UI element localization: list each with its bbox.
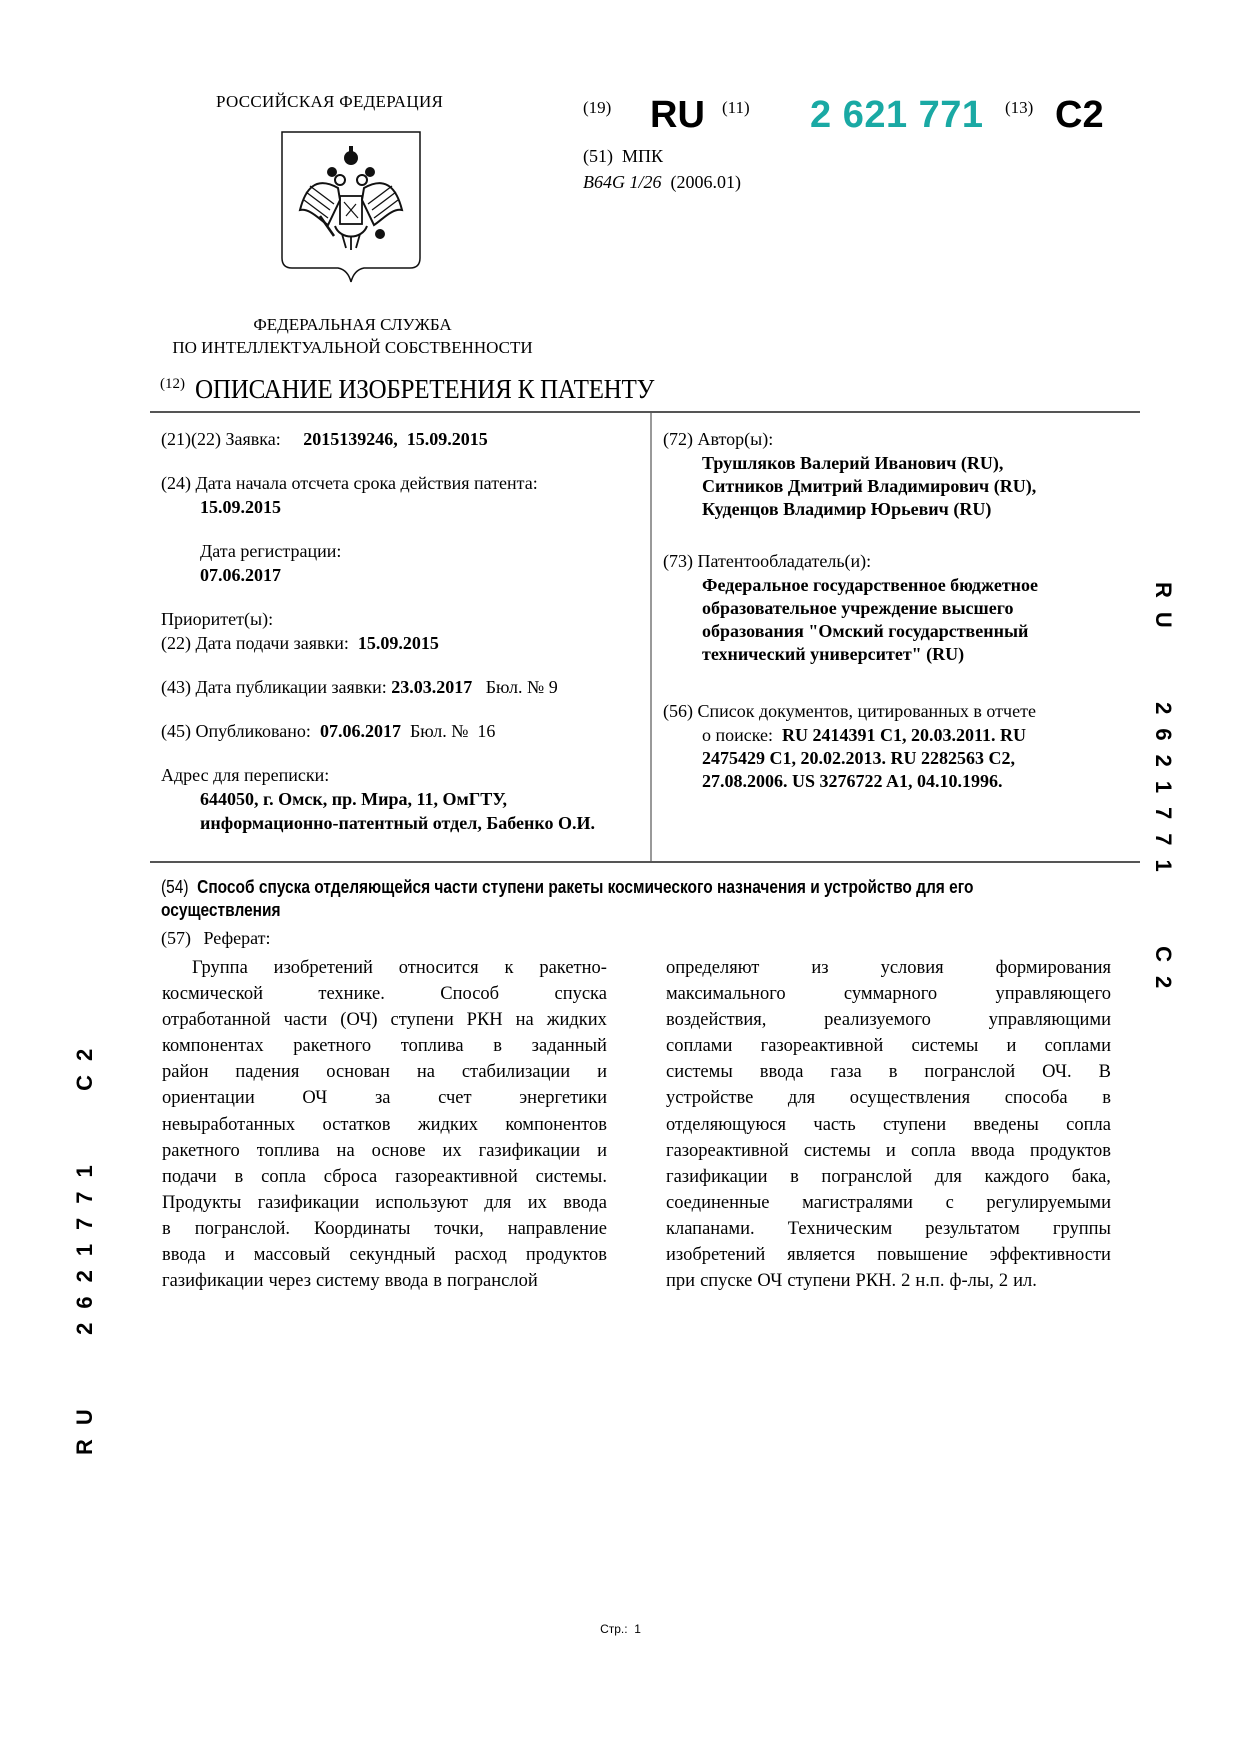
agency-name-line1: ФЕДЕРАЛЬНАЯ СЛУЖБА (253, 315, 452, 334)
document-title (160, 374, 689, 405)
abstract-line: системы ввода газа в погранслой ОЧ. В (666, 1062, 1111, 1083)
priority-label: Приоритет(ы): (161, 609, 274, 629)
patent-number: 2 621 771 (810, 94, 984, 136)
country-code: RU (650, 94, 705, 136)
filing-date-field (161, 632, 439, 655)
app-publication-value: 23.03.2017 (391, 677, 473, 697)
owner-line: образования "Омский государственный (702, 621, 1029, 641)
inid-code-51: (51) (583, 146, 613, 166)
divider-top (150, 411, 1140, 413)
owner-line: образовательное учреждение высшего (702, 598, 1014, 618)
application-value: 2015139246, 15.09.2015 (303, 429, 488, 449)
filing-date-label: (22) Дата подачи заявки: (161, 633, 349, 653)
abstract-line: космической технике. Способ спуска (162, 984, 607, 1005)
abstract-line: воздействия, реализуемого управляющими (666, 1010, 1111, 1031)
invention-title-line1: Способ спуска отделяющейся части ступени ракеты космического назначения и устройство для его (197, 877, 974, 897)
inid-code-12: (12) (160, 376, 185, 392)
abstract-line: компонентах ракетного топлива в заданный (162, 1036, 607, 1057)
registration-label: Дата регистрации: (200, 541, 342, 561)
abstract-line: клапанами. Техническим результатом группы (666, 1218, 1111, 1239)
owners-list (702, 574, 1038, 666)
app-publication-field (161, 676, 558, 699)
ipc-class: B64G 1/26 (583, 172, 662, 192)
abstract-line: соединенные магистралями с регулируемыми (666, 1192, 1111, 1213)
russian-coat-of-arms-icon (280, 130, 422, 300)
term-start-label: (24) Дата начала отсчета срока действия патента: (161, 473, 538, 493)
application-label: (21)(22) Заявка: (161, 429, 281, 449)
ipc-classification (583, 172, 741, 193)
author-name: Ситников Дмитрий Владимирович (RU), (702, 476, 1037, 496)
abstract-line: определяют из условия формирования (666, 958, 1111, 978)
address-line1: 644050, г. Омск, пр. Мира, 11, ОмГТУ, (200, 789, 508, 809)
abstract-line: отделяющуюся часть ступени введены сопла (666, 1114, 1111, 1135)
app-publication-bulletin: Бюл. № 9 (485, 677, 558, 697)
inid-code-54: (54) (161, 877, 189, 897)
application-field (161, 428, 488, 451)
author-name: Куденцов Владимир Юрьевич (RU) (702, 499, 992, 519)
citations-list (702, 724, 1026, 793)
abstract-line: в погранслой. Координаты точки, направление (162, 1218, 607, 1239)
address-line2: информационно-патентный отдел, Бабенко О.И. (200, 813, 596, 833)
abstract-line: отработанной части (ОЧ) ступени РКН на жидких (162, 1010, 607, 1031)
abstract-label: Реферат: (203, 928, 271, 948)
abstract-line: ракетного топлива на основе их газификации и (162, 1140, 607, 1161)
abstract-line: газореактивной системы и сопла ввода продуктов (666, 1140, 1111, 1161)
abstract-line: газификации через систему ввода в погранслой (162, 1271, 538, 1292)
owner-line: Федеральное государственное бюджетное (702, 575, 1039, 595)
abstract-line: максимального суммарного управляющего (666, 984, 1111, 1005)
published-bulletin: Бюл. № 16 (409, 721, 496, 741)
citation-line: RU 2414391 C1, 20.03.2011. RU (782, 725, 1027, 745)
abstract-left-column (162, 955, 607, 1294)
authors-label: (72) Автор(ы): (663, 429, 774, 449)
filing-date-value: 15.09.2015 (357, 633, 439, 653)
abstract-heading (161, 928, 271, 949)
side-mark-left: RU 2621771 C2 (72, 1034, 97, 1455)
ipc-heading (583, 146, 663, 167)
invention-title (161, 876, 1121, 922)
page-number: Стр.: 1 (600, 1622, 641, 1636)
published-field (161, 720, 495, 743)
citations-prefix: о поиске: (702, 725, 774, 745)
app-publication-label: (43) Дата публикации заявки: (161, 677, 387, 697)
abstract-line: изобретений является повышение эффективности (666, 1245, 1111, 1266)
published-label: (45) Опубликовано: (161, 721, 311, 741)
agency-name-line2: ПО ИНТЕЛЛЕКТУАЛЬНОЙ СОБСТВЕННОСТИ (172, 338, 533, 357)
registration-value: 07.06.2017 (200, 565, 281, 585)
abstract-line: ориентации ОЧ за счет энергетики (162, 1088, 607, 1109)
document-title-text: ОПИСАНИЕ ИЗОБРЕТЕНИЯ К ПАТЕНТУ (195, 374, 655, 404)
abstract-line: подачи в сопла сброса газореактивной системы. (162, 1166, 607, 1187)
authors-list (702, 452, 1036, 521)
abstract-line: устройстве для осуществления способа в (666, 1088, 1111, 1109)
published-value: 07.06.2017 (319, 721, 401, 741)
abstract-line: невыработанных остатков жидких компонентов (162, 1114, 607, 1135)
address-label: Адрес для переписки: (161, 765, 330, 785)
inid-code-57: (57) (161, 928, 191, 948)
abstract-line: Продукты газификации используют для их ввода (162, 1192, 607, 1213)
citations-label: (56) Список документов, цитированных в отчете (663, 701, 1036, 721)
abstract-line: Группа изобретений относится к ракетно- (192, 958, 607, 978)
country-name: РОССИЙСКАЯ ФЕДЕРАЦИЯ (216, 92, 444, 111)
inid-code-11: (11) (722, 98, 750, 117)
owner-line: технический университет" (RU) (702, 644, 965, 664)
inid-code-19: (19) (583, 98, 612, 117)
ipc-version: (2006.01) (670, 172, 741, 192)
abstract-right-column (666, 955, 1111, 1294)
abstract-line: газификации в погранслой для каждого бака, (666, 1166, 1111, 1187)
kind-code: C2 (1055, 94, 1104, 136)
citation-line: 27.08.2006. US 3276722 A1, 04.10.1996. (702, 771, 1003, 791)
inid-code-13: (13) (1005, 98, 1034, 117)
ipc-label: МПК (622, 146, 664, 166)
author-name: Трушляков Валерий Иванович (RU), (702, 453, 1004, 473)
term-start-value: 15.09.2015 (200, 497, 281, 517)
invention-title-line2: осуществления (161, 900, 281, 920)
abstract-line: соплами газореактивной системы и соплами (666, 1036, 1111, 1057)
divider-bottom (150, 861, 1140, 863)
side-mark-right: RU 2621771 C2 (1151, 582, 1176, 1003)
column-divider (650, 413, 652, 861)
abstract-line: при спуске ОЧ ступени РКН. 2 н.п. ф-лы, 2 ил. (666, 1271, 1037, 1292)
abstract-line: район падения основан на стабилизации и (162, 1062, 607, 1083)
citation-line: 2475429 C1, 20.02.2013. RU 2282563 C2, (702, 748, 1015, 768)
abstract-line: ввода и массовый секундный расход продуктов (162, 1245, 607, 1266)
owners-label: (73) Патентообладатель(и): (663, 551, 872, 571)
